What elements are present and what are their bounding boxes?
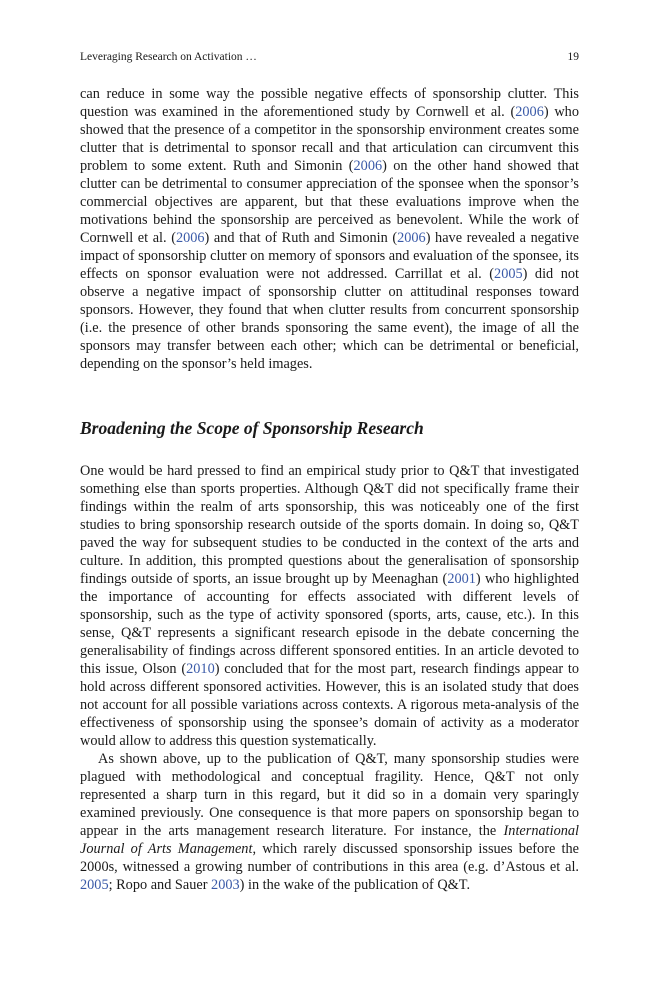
- text-run: ) did not observe a negative impact of sponsorship clutter on attitudinal responses toward sponsors. However, they found that when clutter results from concurrent sponsorship (i.e. the presence of other brands sponsoring the same event), the image of all the sponsors may transfer between each other; which can be detrimental or beneficial, depending on the sponsor’s held images.: [80, 266, 579, 372]
- journal-title: International Journal of Arts Management: [80, 823, 579, 857]
- text-run: can reduce in some way the possible negative effects of sponsorship clutter. This question was examined in the aforementioned study by Cornwell et al. (: [80, 86, 579, 120]
- paragraph-3: [80, 750, 579, 894]
- page-number: 19: [567, 51, 579, 63]
- section-heading: Broadening the Scope of Sponsorship Research: [80, 418, 424, 438]
- text-run: ) who showed that the presence of a competitor in the sponsorship environment creates some clutter that is detrimental to sponsor recall and that articulation can circumvent this problem to some extent. Ruth and Simonin (: [80, 104, 579, 174]
- running-head: [80, 51, 579, 69]
- citation-link[interactable]: 2006: [175, 230, 205, 246]
- citation-link[interactable]: 2005: [80, 877, 109, 893]
- citation-link[interactable]: 2001: [447, 571, 476, 587]
- paragraph-2: [80, 462, 579, 750]
- text-run: ) who highlighted the importance of accounting for effects associated with different levels of sponsorship, such as the type of activity sponsored (sports, arts, cause, etc.). In this sense, Q&T represents a significant research episode in the debate concerning the generalisability of findings across different sponsored entities. In an article devoted to this issue, Olson (: [80, 571, 580, 677]
- text-run: As shown above, up to the publication of Q&T, many sponsorship studies were plagued with methodological and conceptual fragility. Hence, Q&T not only represented a sharp turn in this regard, but it did so in a domain very sparingly examined previously. One consequence is that more papers on sponsorship began to appear in the arts management research literature. For instance, the: [80, 751, 579, 839]
- citation-link[interactable]: 2010: [186, 661, 215, 677]
- text-run: ) concluded that for the most part, research findings appear to hold across different sponsored activities. However, this is an isolated study that does not account for all possible variations across contexts. A rigorous meta-analysis of the effectiveness of sponsorship using the sponsee’s domain of activity as a moderator would allow to address this question systematically.: [80, 661, 580, 749]
- running-head-title: Leveraging Research on Activation …: [80, 51, 257, 63]
- paragraph-1: [80, 85, 579, 373]
- citation-link[interactable]: 2005: [494, 266, 523, 282]
- text-run: ) and that of Ruth and Simonin (: [204, 230, 398, 246]
- text-run: , which rarely discussed sponsorship issues before the 2000s, witnessed a growing number of contributions in this area (e.g. d’Astous et al.: [80, 841, 579, 875]
- text-run: ) in the wake of the publication of Q&T.: [239, 877, 471, 893]
- text-run: One would be hard pressed to find an empirical study prior to Q&T that investigated something else than sports properties. Although Q&T did not specifically frame their findings within the realm of arts sponsorship, this was noticeably one of the first studies to bring sponsorship research outside of the sports domain. In doing so, Q&T paved the way for subsequent studies to be conducted in the context of the arts and culture. In addition, this prompted questions about the generalisation of sponsorship findings outside of sports, an issue brought up by Meenaghan (: [80, 463, 579, 587]
- citation-link[interactable]: 2006: [353, 158, 383, 174]
- citation-link[interactable]: 2006: [397, 230, 426, 246]
- citation-link[interactable]: 2006: [515, 104, 544, 120]
- text-run: ) have revealed a negative impact of sponsorship clutter on memory of sponsors and evaluation of the sponsee, its effects on sponsor evaluation were not addressed. Carrillat et al. (: [80, 230, 579, 282]
- citation-link[interactable]: 2003: [211, 877, 240, 893]
- text-run: ) on the other hand showed that clutter can be detrimental to consumer appreciation of the sponsee when the sponsor’s commercial objectives are apparent, but that these evaluations improve when the motivations behind the sponsorship are perceived as benevolent. While the work of Cornwell et al. (: [80, 158, 579, 246]
- text-run: ; Ropo and Sauer: [108, 877, 212, 893]
